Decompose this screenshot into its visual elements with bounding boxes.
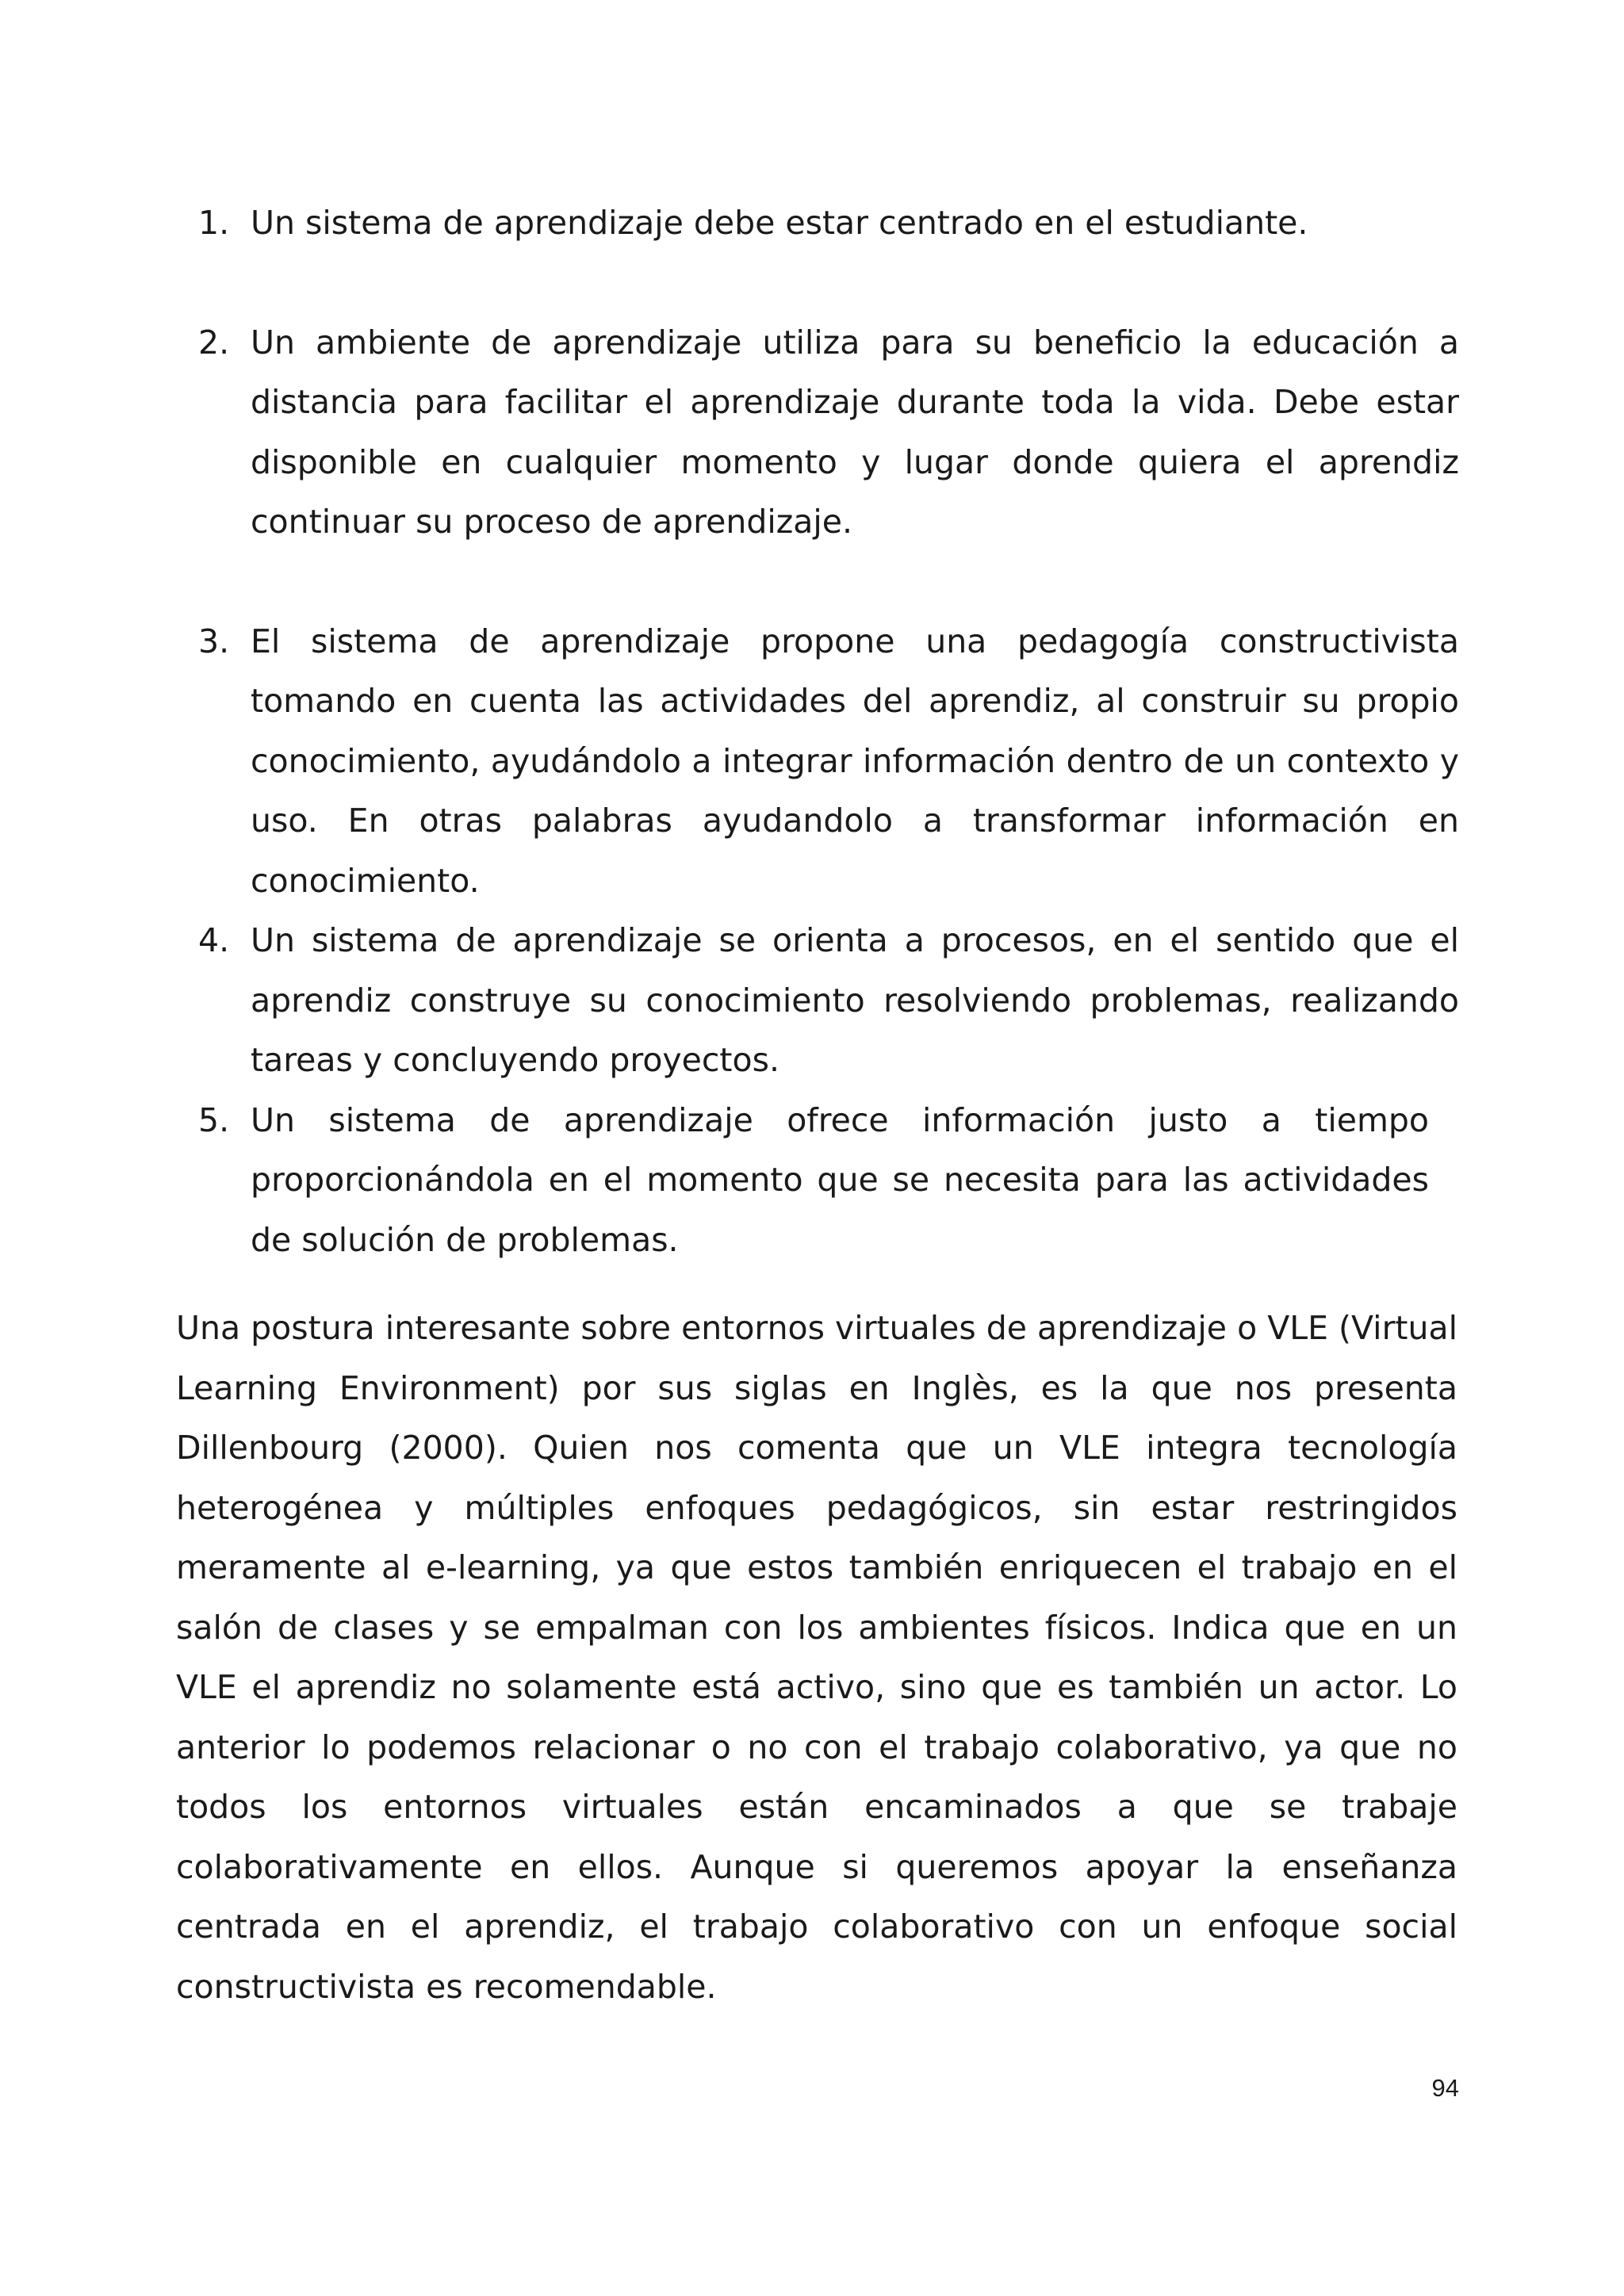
list-item-number: 1. [198, 204, 230, 242]
page-number: 94 [1431, 2074, 1459, 2102]
list-item-number: 3. [198, 622, 230, 660]
list-item-number: 2. [198, 323, 230, 362]
list-item-text: Un ambiente de aprendizaje utiliza para su beneficio la educación a distancia para facilitar el aprendizaje durante toda la vida. Debe estar disponible en cualquier momento y lugar donde quiera el aprendiz continuar su proceso de aprendizaje. [251, 323, 1459, 541]
list-item-text: El sistema de aprendizaje propone una pedagogía constructivista tomando en cuenta las actividades del aprendiz, al construir su propio conocimiento, ayudándolo a integrar información dentro de un contexto y uso. En otras palabras ayudandolo a transformar información en conocimiento. [251, 622, 1459, 900]
list-item-number: 5. [198, 1100, 230, 1139]
list-item-number: 4. [198, 921, 230, 959]
list-item-text: Un sistema de aprendizaje debe estar centrado en el estudiante. [251, 204, 1308, 242]
body-paragraph: Una postura interesante sobre entornos virtuales de aprendizaje o VLE (Virtual Learning Environment) por sus siglas en Inglès, es la que nos presenta Dillenbourg (2000). Quien nos comenta que un VLE integra tecnología heterogénea y múltiples enfoques pedagógicos, sin estar restringidos meramente al e-learning, ya que estos también enriquecen el trabajo en el salón de clases y se empalman con los ambientes físicos. Indica que en un VLE el aprendiz no solamente está activo, sino que es también un actor. Lo anterior lo podemos relacionar o no con el trabajo colaborativo, ya que no todos los entornos virtuales están encaminados a que se trabaje colaborativamente en ellos. Aunque si queremos apoyar la enseñanza centrada en el aprendiz, el trabajo colaborativo con un enfoque social constructivista es recomendable. [176, 1309, 1457, 2006]
numbered-list [178, 193, 1459, 1270]
list-item [178, 313, 1459, 553]
list-item [178, 193, 1459, 254]
list-item-text: Un sistema de aprendizaje ofrece información justo a tiempo proporcionándola en el momento que se necesita para las actividades de solución de problemas. [251, 1100, 1429, 1259]
list-item-text: Un sistema de aprendizaje se orienta a procesos, en el sentido que el aprendiz construye su conocimiento resolviendo problemas, realizando tareas y concluyendo proyectos. [251, 921, 1459, 1079]
list-item [178, 1091, 1459, 1271]
list-item [178, 612, 1459, 912]
list-item [178, 911, 1459, 1091]
